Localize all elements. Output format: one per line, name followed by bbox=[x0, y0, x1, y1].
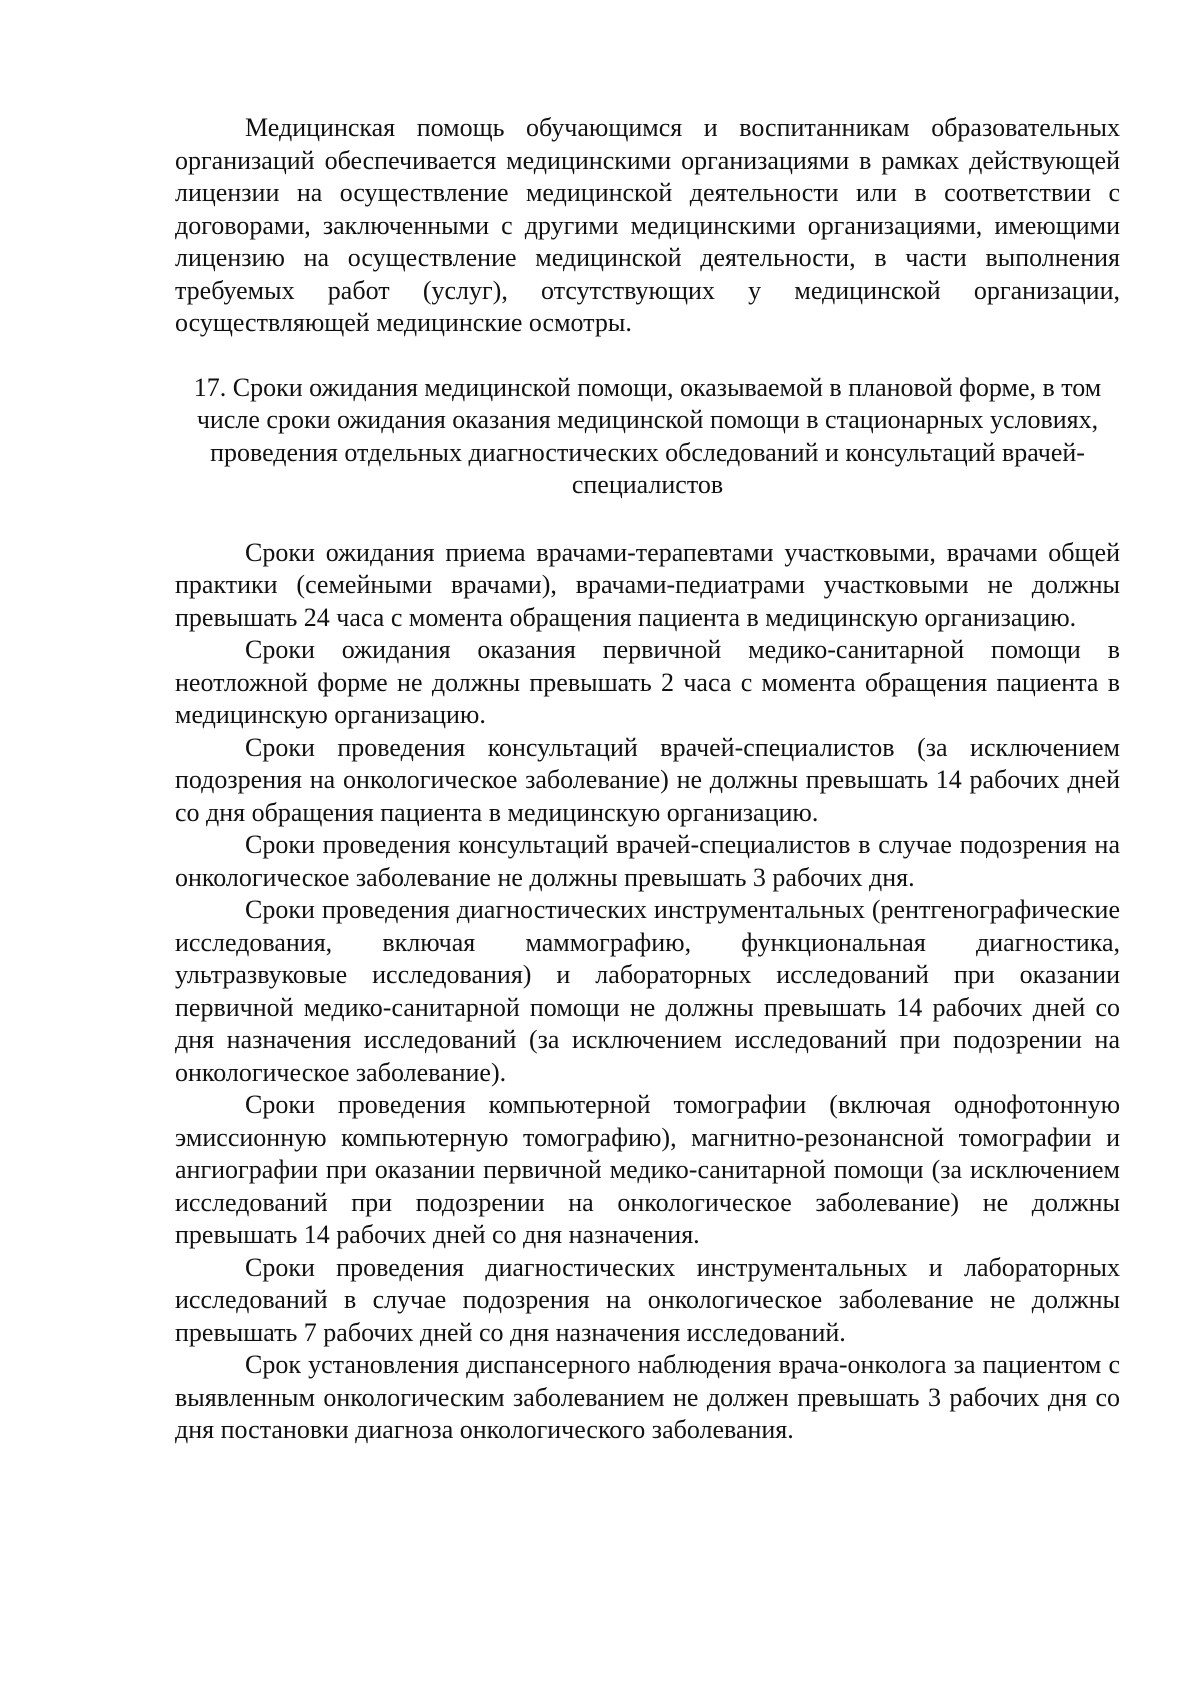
intro-paragraph: Медицинская помощь обучающимся и воспитанникам образовательных организаций обеспечивается медицинскими организациями в рамках действующей лицензии на осуществление медицинской деятельности или в соответствии с договорами, заключенными с другими медицинскими организациями, имеющими лицензию на осуществление медицинской деятельности, в части выполнения требуемых работ (услуг), отсутствующих у медицинской организации, осуществляющей медицинские осмотры. bbox=[175, 113, 1120, 337]
spacer bbox=[175, 502, 1120, 537]
paragraph-ct-mri: Сроки проведения компьютерной томографии (включая однофотонную эмиссионную компьютерную томографию), магнитно-резонансной томографии и ангиографии при оказании первичной медико-санитарной помощи (за исключением исследований при подозрении на онкологическое заболевание) не должны превышать 14 рабочих дней со дня назначения. bbox=[175, 1090, 1120, 1249]
section-heading: 17. Сроки ожидания медицинской помощи, оказываемой в плановой форме, в том числе сроки ожидания оказания медицинской помощи в стационарных условиях, проведения отдельных диагностических обследований и консультаций врачей-специалистов bbox=[193, 372, 1102, 499]
paragraph-specialist-consultation: Сроки проведения консультаций врачей-специалистов (за исключением подозрения на онкологическое заболевание) не должны превышать 14 рабочих дней со дня обращения пациента в медицинскую организацию. bbox=[175, 732, 1120, 827]
paragraph-oncology-diagnostics: Сроки проведения диагностических инструментальных и лабораторных исследований в случае подозрения на онкологическое заболевание не должны превышать 7 рабочих дней со дня назначения исследований. bbox=[175, 1252, 1120, 1347]
document-page bbox=[175, 112, 1120, 1447]
spacer bbox=[175, 340, 1120, 372]
paragraph-dispensary-observation: Срок установления диспансерного наблюдения врача-онколога за пациентом с выявленным онкологическим заболеванием не должен превышать 3 рабочих дня со дня постановки диагноза онкологического заболевания. bbox=[175, 1350, 1120, 1444]
paragraph-reception-wait: Сроки ожидания приема врачами-терапевтами участковыми, врачами общей практики (семейными врачами), врачами-педиатрами участковыми не должны превышать 24 часа с момента обращения пациента в медицинскую организацию. bbox=[175, 537, 1120, 632]
paragraph-oncology-consultation: Сроки проведения консультаций врачей-специалистов в случае подозрения на онкологическое заболевание не должны превышать 3 рабочих дня. bbox=[175, 830, 1120, 892]
paragraph-diagnostic-studies: Сроки проведения диагностических инструментальных (рентгенографические исследования, включая маммографию, функциональная диагностика, ультразвуковые исследования) и лабораторных исследований при оказании первичной медико-санитарной помощи не должны превышать 14 рабочих дней со дня назначения исследований (за исключением исследований при подозрении на онкологическое заболевание). bbox=[175, 895, 1120, 1087]
paragraph-urgent-care-wait: Сроки ожидания оказания первичной медико-санитарной помощи в неотложной форме не должны превышать 2 часа с момента обращения пациента в медицинскую организацию. bbox=[175, 635, 1120, 729]
